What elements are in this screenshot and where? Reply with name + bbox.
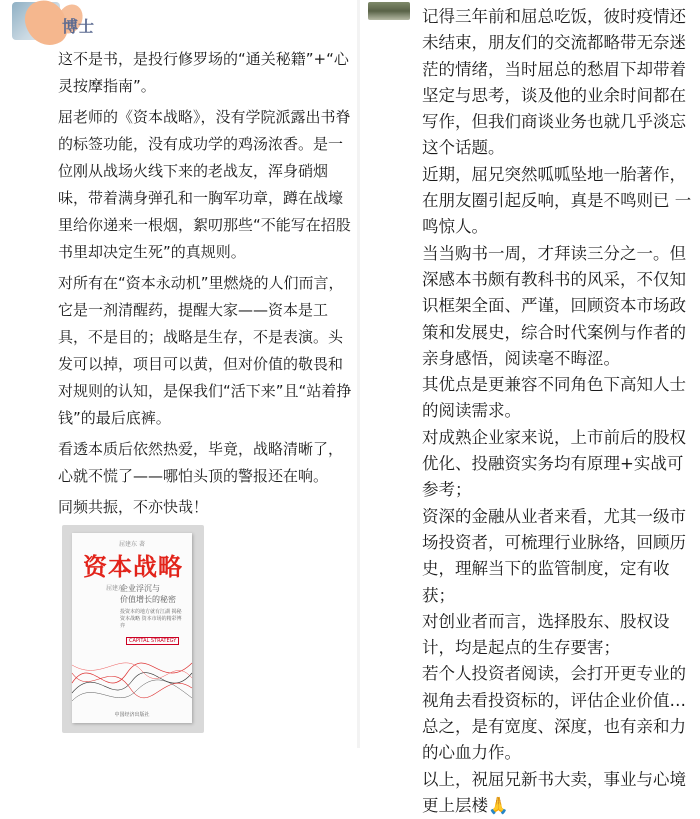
book-subtitle: 企业浮沉与 bbox=[120, 584, 160, 593]
book-author: 屈建东 著 bbox=[119, 541, 145, 548]
post-paragraph: 资深的金融从业者来看，尤其一级市场投资者，可梳理行业脉络，回顾历史，理解当下的监管制度，定有收获； bbox=[422, 506, 686, 605]
book-publisher: 中国经济出版社 bbox=[114, 712, 150, 718]
book-photo[interactable] bbox=[62, 525, 204, 733]
post-paragraph: 总之，是有宽度、深度，也有亲和力的心血力作。 bbox=[422, 717, 686, 763]
post-paragraph: 同频共振，不亦快哉！ bbox=[58, 498, 209, 516]
avatar-thumbnail[interactable] bbox=[368, 2, 410, 20]
post-paragraph: 记得三年前和屈总吃饭，彼时疫情还未结束，朋友们的交流都略带无奈迷茫的情绪，当时屈总的愁眉下却带着坚定与思考，谈及他的业余时间都在写作，但我们商谈业务也就几乎淡忘这个话题。 bbox=[422, 7, 686, 158]
username[interactable]: 博士 bbox=[62, 17, 95, 36]
post-paragraph: 若个人投资者阅读，会打开更专业的视角去看投资标的，评估企业价值… bbox=[422, 664, 686, 710]
post-paragraph: 近期，屈兄突然呱呱坠地一胎著作，在朋友圈引起反响，真是不鸣则已 一鸣惊人。 bbox=[422, 164, 692, 237]
avatar[interactable] bbox=[12, 2, 60, 40]
post-paragraph: 对成熟企业家来说，上市前后的股权优化、投融资实务均有原理+实战可参考； bbox=[422, 427, 686, 500]
post-paragraph: 以上，祝屈兄新书大卖，事业与心境更上层楼🙏 bbox=[422, 769, 686, 815]
post-body bbox=[422, 4, 694, 819]
book-cover bbox=[72, 533, 192, 723]
book-badge: 屈建东 bbox=[106, 585, 125, 592]
book-title: 资本战略 bbox=[83, 553, 183, 581]
post-paragraph: 其优点是更兼容不同角色下高知人士的阅读需求。 bbox=[422, 375, 686, 421]
post-paragraph: 对所有在“资本永动机”里燃烧的人们而言，它是一剂清醒药，提醒大家——资本是工具，不是目的；战略是生存，不是表演。头发可以掉，项目可以黄，但对价值的敬畏和对规则的认知，是保我们“活下来”且“站着挣钱”的最后底裤。 bbox=[58, 274, 352, 427]
post-paragraph: 当当购书一周，才拜读三分之一。但深感本书颇有教科书的风采，不仅知识框架全面、严谨，回顾资本市场政策和发展史，综合时代案例与作者的亲身感悟，阅读毫不晦涩。 bbox=[422, 243, 686, 368]
post-paragraph: 看透本质后依然热爱，毕竟，战略清晰了，心就不慌了——哪怕头顶的警报还在响。 bbox=[58, 440, 344, 485]
left-post bbox=[0, 0, 360, 748]
post-paragraph: 对创业者而言，选择股东、股权设计，均是起点的生存要害； bbox=[422, 611, 670, 658]
book-tagline: 投资本的地方就有江湖 揭秘资本战略 资本市场的精彩博弈 bbox=[120, 609, 182, 629]
post-body bbox=[58, 46, 352, 525]
book-subtitle: 价值增长的秘密 bbox=[120, 595, 176, 604]
book-english-title: CAPITAL STRATEGY bbox=[126, 637, 179, 645]
cover-wave-art bbox=[72, 643, 192, 713]
post-paragraph: 屈老师的《资本战略》，没有学院派露出书脊的标签功能，没有成功学的鸡汤浓香。是一位刚从战场火线下来的老战友，浑身硝烟味，带着满身弹孔和一胸军功章，蹲在战壕里给你递来一根烟，絮叨那些“不能写在招股书里却决定生死”的真规则。 bbox=[58, 108, 351, 261]
right-post bbox=[360, 0, 700, 815]
post-paragraph: 这不是书，是投行修罗场的“通关秘籍”+“心灵按摩指南”。 bbox=[58, 50, 349, 95]
